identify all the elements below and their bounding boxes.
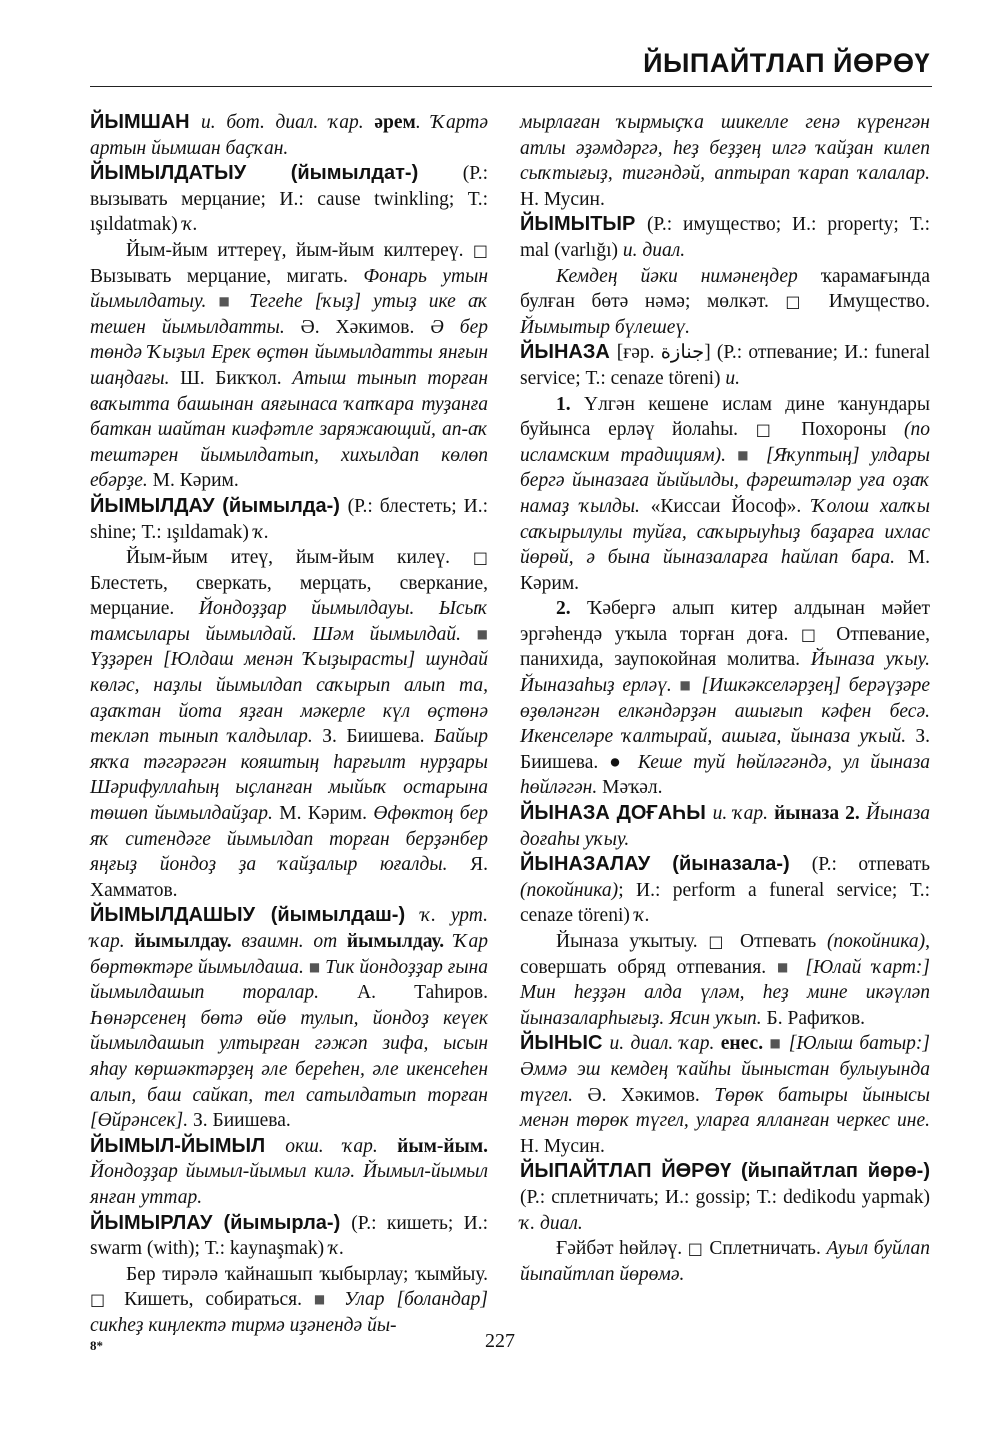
page-number: 227	[485, 1330, 515, 1352]
text-run: М. Кәрим.	[279, 803, 374, 825]
italic-text: ҡ.	[182, 214, 198, 236]
italic-text: (покойника)	[826, 931, 926, 952]
dictionary-entry	[90, 110, 488, 161]
text-run: Вызывать мерцание, мигать.	[90, 265, 364, 287]
example-marker-icon: ■	[769, 1036, 783, 1051]
right-column	[520, 110, 930, 1287]
translation-marker-icon: □	[800, 624, 824, 644]
definition-paragraph	[520, 264, 930, 341]
text-run: ; И.: perform a funeral service; Т.: cenaze töreni)	[520, 879, 930, 927]
headword: ЙЫНАЗАЛАУ (йыназала-)	[520, 853, 812, 876]
text-run: Йым-йым иттереү, йым-йым килтереү.	[126, 239, 473, 261]
translation-marker-icon: □	[785, 292, 813, 312]
italic-text: Ауыл буйлап йыпайтлап йөрөмә.	[520, 1238, 930, 1285]
example-marker-icon: ■	[308, 959, 321, 974]
italic-text: Йыназа доғаһы уҡыу.	[520, 803, 930, 850]
italic-text: Төрөк батыры йынысы менән төрөк түгел, уларға ялланған черкес ине.	[520, 1084, 930, 1132]
italic-text: и.	[725, 367, 741, 389]
text-run: Отпевание, панихида, заупокойная молитва.	[520, 623, 930, 671]
translation-marker-icon: □	[90, 1290, 113, 1310]
italic-text: ҡ. урт. ҡар.	[90, 905, 488, 952]
text-run: Үлгән кешене ислам дине ҡанундары буйынса ерләү йолаһы.	[520, 393, 931, 441]
definition-paragraph	[520, 1236, 930, 1287]
italic-text: Ҡолош халҡы саҡырылулы туйға, саҡырыуһыҙ баҙарға ихлас йөрөй, ә бына йыназаларға һайлап бара.	[520, 495, 930, 569]
text-run: Кишеть, собираться.	[112, 1289, 314, 1311]
definition-paragraph	[520, 392, 930, 597]
text-run: ҡарамағында булған бөтә нәмә; мөлкәт.	[520, 265, 930, 313]
dictionary-entry	[90, 1211, 488, 1262]
text-run: (Р.: сплетничать; И.: gossip; Т.: dedikodu yapmak)	[520, 1186, 930, 1208]
italic-text: Йондоҙҙар йымылдауы. Ысыҡ тамсылары йымылдай. Шәм йымылдай.	[90, 598, 488, 645]
dictionary-entry	[520, 852, 930, 929]
headword: ЙЫМЫРЛАУ (йымырла-)	[90, 1211, 352, 1234]
headword: ЙЫНАЗА ДОҒАҺЫ	[520, 802, 713, 825]
italic-text: Ҡар бөртөктәре йымылдаша.	[90, 931, 488, 978]
text-run: Ә. Хәкимов.	[587, 1084, 715, 1106]
text-run: Имущество.	[812, 291, 930, 313]
text-run: М. Кәрим.	[152, 470, 239, 492]
dictionary-entry	[520, 212, 930, 263]
italic-text: (покойника)	[520, 879, 619, 901]
bold-reference: 2.	[556, 598, 588, 620]
dictionary-entry	[90, 494, 488, 545]
headword: ЙЫМЫЛДАШЫУ (йымылдаш-)	[90, 904, 421, 927]
headword: ЙЫМШАН	[90, 111, 201, 133]
example-marker-icon: ■	[218, 294, 238, 309]
italic-text: Тик йондоҙҙар ғына йымылдашып торалар.	[90, 956, 488, 1004]
italic-text: [Яҡуптың] улдары бергә йыназаға йыйылды, фәрештәләр уға оҙаҡ намаҙ ҡылды.	[520, 444, 930, 517]
italic-text: [Ишкәкселәрҙең] берәүҙәре өҙөләнгән елкәндәрҙән ашығып кәфен бесә. Икенселәре ҡалтырай, ашыға, йыназа уҡый.	[520, 675, 930, 748]
definition-paragraph	[90, 238, 488, 494]
text-run: Ҡәбергә алып китер алдынан мәйет эргәһендә уҡыла торған доға.	[520, 598, 930, 645]
italic-text: Йымытыр бүлешеү.	[520, 316, 691, 338]
italic-text: ҡ. диал.	[520, 1212, 583, 1234]
italic-text: [Юлай ҡарт:] Мин һеҙҙән алда үләм, һеҙ мине икәүләп йыназаларһығыҙ. Ясин уҡып.	[520, 956, 930, 1029]
italic-text: ҡ.	[634, 905, 650, 927]
bold-reference: йыназа 2.	[774, 803, 866, 825]
text-run: Блестеть, сверкать, мерцать, сверкание, мерцание.	[90, 572, 488, 620]
example-marker-icon: ■	[679, 678, 694, 693]
bold-reference: әрем	[374, 112, 416, 133]
italic-text: Байыр яҡҡа тәгәрәгән кояштың һарғылт нурҙары Шәрифуллаһың ыҫланған мыйыҡ остарына төшөп йымылдайҙар.	[90, 726, 488, 825]
text-run: (Р.: вызывать мерцание; И.: cause twinkling; Т.: ışıldatmak)	[90, 163, 488, 236]
example-marker-icon: ■	[313, 1292, 333, 1307]
left-column	[90, 110, 488, 1339]
text-run: Бер тирәлә ҡайнашып ҡыбырлау; ҡымйыу.	[126, 1263, 488, 1285]
italic-text: Атыш тынып торған ваҡытта башынан аяғынаса ҡапҡара туҙанға баткан шайтан киәфәтле заряжающий, ап-аҡ тештәрен йымылдатып, хихылдап көлөп ебәрҙе.	[90, 367, 489, 492]
definition-paragraph	[90, 545, 488, 903]
text-run: Ш. Бикҡол.	[180, 367, 293, 389]
text-run: Н. Мусин.	[520, 1135, 605, 1157]
continued-text	[520, 110, 930, 212]
text-run: (Р.: кишеть; И.: swarm (with); Т.: kaynaşmak)	[90, 1212, 488, 1260]
text-run: Сплетничать.	[703, 1238, 827, 1260]
definition-paragraph	[520, 596, 930, 801]
dictionary-entry	[520, 1031, 930, 1159]
definition-paragraph	[90, 1262, 488, 1339]
text-run: Н. Мусин.	[520, 188, 605, 210]
text-run: (Р.: имущество; И.: property; Т.: mal (varlığı)	[520, 214, 930, 261]
bold-reference: енес.	[720, 1033, 770, 1055]
text-run: А. Таһиров.	[357, 982, 488, 1004]
italic-text: и. ҡар.	[712, 803, 775, 825]
text-run: Мәҡәл.	[602, 777, 663, 799]
headword: ЙЫМЫЛ-ЙЫМЫЛ	[90, 1134, 286, 1157]
running-head: ЙЫПАЙТЛАП ЙӨРӨҮ	[643, 48, 930, 78]
italic-text: и. бот. диал. ҡар.	[201, 112, 375, 133]
bold-reference: йымылдау.	[346, 931, 454, 952]
italic-text: Улар [боландар] сикһеҙ киңлектә тирмә иҙәнендә йы-	[90, 1289, 488, 1336]
dictionary-entry	[520, 1159, 930, 1236]
dictionary-entry	[90, 903, 488, 1133]
headword: ЙЫПАЙТЛАП ЙӨРӨҮ (йыпайтлап йөрө-)	[520, 1160, 930, 1183]
text-run: Ғәйбәт һөйләү.	[556, 1238, 688, 1260]
italic-text: Кеше туй һөйләгәндә, ул йыназа һөйләгән.	[520, 751, 931, 799]
italic-text: окш. ҡар.	[285, 1135, 398, 1157]
italic-text: Ә бер төндә Ҡыҙыл Ерек өҫтөн йымылдатты янғын шаңдағы.	[90, 316, 488, 389]
translation-marker-icon: □	[755, 420, 784, 440]
text-run: З. Биишева.	[193, 1110, 291, 1132]
italic-text: Һөнәрсенең бөтә өйө тулып, йондоҙ кеүек йымылдашып ултырған гәжәп зифа, ысын яһау көршәктәрҙең әле береһен, әле икенсеһен алып, баш сайкап, тел сатылдатып торған [Өйрәнсек].	[90, 1007, 488, 1132]
italic-text: Тегеһе [ҡыҙ] утыҙ ике аҡ тешен йымылдатты.	[90, 291, 488, 338]
text-run: (Р.: блестеть; И.: shine; Т.: ışıldamak)	[90, 495, 489, 543]
text-run: Я. Хамматов.	[90, 854, 488, 901]
text-run: З. Биишева.	[322, 726, 435, 748]
text-run: М. Кәрим.	[520, 547, 930, 594]
bold-reference: 1.	[556, 393, 585, 415]
translation-marker-icon: □	[687, 1239, 704, 1259]
italic-text: Кемдең йәки нимәнеңдер	[556, 265, 821, 287]
bold-reference: йымылдау.	[134, 931, 242, 952]
example-marker-icon: ■	[777, 959, 795, 974]
italic-text: и. диал.	[622, 239, 686, 261]
example-marker-icon: ■	[737, 447, 755, 462]
text-run: «Киссаи Йософ».	[650, 495, 812, 517]
bold-reference: йым-йым.	[397, 1135, 488, 1157]
dictionary-entry	[90, 1134, 488, 1211]
definition-paragraph	[520, 929, 930, 1031]
italic-text: ҡ.	[329, 1238, 345, 1260]
text-run: Йым-йым итеү, йым-йым килеү.	[126, 547, 473, 569]
header-rule	[90, 86, 932, 87]
text-run: (Р.: отпевать	[811, 854, 930, 876]
dictionary-entry	[520, 801, 930, 852]
italic-text: Йондоҙҙар йымыл-йымыл килә. Йымыл-йымыл янған уттар.	[90, 1161, 488, 1208]
italic-text: Өфөктоң бер яҡ ситендәге йымылдап торған берҙәнбер яңғыҙ йондоҙ ҙа ҡайҙалыр юғалды.	[90, 803, 489, 876]
text-run: [ғәр. جنازة] (Р.: отпевание; И.: funeral service; Т.: cenaze töreni)	[520, 342, 930, 389]
italic-text: взаимн. от	[241, 931, 347, 952]
italic-text: Үҙҙәрен [Юлдаш менән Ҡыҙырасты] шундай көләс, наҙлы йымылдап саҡырып алып та, аҙаҡтан йота яҙған мәкерле күл өҫтөнә текләп тынып ҡалдылар.	[90, 649, 488, 748]
italic-text: [Юлыш батыр:] Әммә эш кемдең ҡайһы йыныстан булыуында түгел.	[520, 1033, 930, 1106]
headword: ЙЫНЫС	[520, 1032, 610, 1055]
headword: ЙЫМЫЛДАТЫУ (йымылдат-)	[90, 162, 463, 185]
text-run: З. Биишева.	[520, 726, 930, 773]
example-marker-icon: ■	[476, 626, 488, 641]
bold-reference: ●	[609, 751, 638, 773]
text-run: Ә. Хәкимов.	[300, 316, 431, 338]
italic-text: и. диал. ҡар.	[609, 1033, 721, 1055]
italic-text: Фонарь утын йымылдатыу.	[90, 265, 488, 313]
text-run: Б. Рафиҡов.	[766, 1007, 866, 1029]
italic-text: Йыназа уҡыу. Йыназаһыҙ ерләү.	[520, 649, 930, 697]
signature-mark: 8*	[90, 1338, 103, 1353]
headword: ЙЫНАЗА	[520, 341, 617, 364]
translation-marker-icon: □	[472, 548, 488, 568]
headword: ЙЫМЫТЫР	[520, 213, 647, 236]
italic-text: мырлаған ҡырмыҫҡа шикелле генә күренгән атлы әҙәмдәргә, һеҙ беҙҙең илгә ҡайҙан килеп сыҡтығыҙ, тигәндәй, аптырап ҡарап ҡалалар.	[520, 112, 930, 185]
dictionary-entry	[520, 340, 930, 391]
text-run: Похороны	[783, 419, 904, 441]
text-run: , совершать обряд отпевания.	[520, 931, 930, 978]
translation-marker-icon: □	[708, 932, 730, 951]
translation-marker-icon: □	[472, 240, 488, 260]
dictionary-entry	[90, 161, 488, 238]
italic-text: ҡ.	[253, 521, 269, 543]
italic-text: (по исламским традициям).	[520, 419, 930, 466]
text-run: Отпевать	[729, 931, 827, 952]
headword: ЙЫМЫЛДАУ (йымылда-)	[90, 494, 348, 517]
text-run: Йыназа уҡытыу.	[556, 931, 709, 952]
italic-text: . Ҡартә артын йымшан баҫҡан.	[90, 112, 488, 159]
